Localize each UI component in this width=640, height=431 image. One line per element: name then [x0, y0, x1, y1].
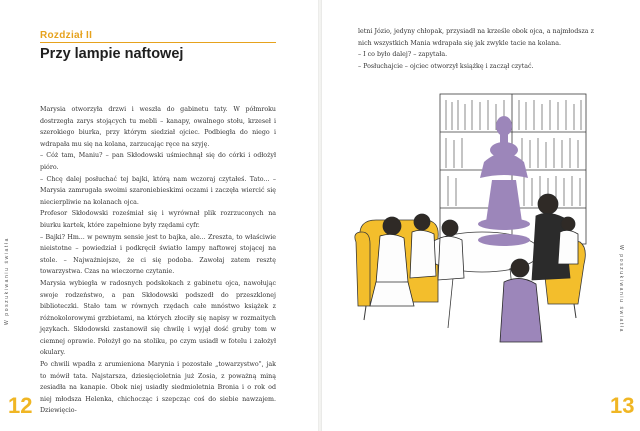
- paragraph: Po chwili wpadła z arumieniona Marynia i pozostałe „towarzystwo", jak to mówił tata. Najstarsza, dziesięcioletnia już Zosia, z poważną miną zesiadła na kanapie. Obok niej usiadły siedmioletnia Bronia i o rok od niej młodsza Helenka, chichocząc i szepcząc coś do siebie nawzajem. Dziewięcio-: [40, 361, 276, 415]
- family-reading-illustration: [352, 92, 588, 344]
- paragraph: – Chcę dalej posłuchać tej bajki, którą nam wczoraj czytałeś. Tato... – Marysia zamrugała swoimi szaroniebieskimi oczami i zaczęła wiercić się niecierpliwie na kolanach ojca.: [40, 175, 276, 206]
- running-title-right: W poszukiwaniu światła: [618, 245, 624, 333]
- left-page: [0, 0, 318, 431]
- page-number-right: 13: [610, 393, 635, 418]
- page-number-left: 12: [8, 393, 33, 418]
- chapter-label: Rozdział II: [40, 30, 93, 41]
- paragraph: letni Józio, jedyny chłopak, przysiadł na krześle obok ojca, a najmłodsza z nich wszystkich Mania wdrapała się jak zwykle tacie na kolana.: [358, 28, 594, 47]
- right-body-text: [358, 26, 594, 72]
- paragraph: Marysia wybiegła w radosnych podskokach z gabinetu ojca, nawołując swoje rodzeństwo, a pan Skłodowski podszedł do przeszklonej biblioteczki. Stało tam w równych rzędach całe mnóstwo książek z różnokolorowymi grzbietami, na których złociły się napisy w rozmaitych językach. Skłodowski zastanowił się chwilę i wyjął dość gruby tom w ciemnej oprawie. Położył go na stoliku, po czym usiadł w fotelu i założył okulary.: [40, 279, 276, 357]
- paragraph: Profesor Skłodowski roześmiał się i wyrównał plik rozrzuconych na biurku kartek, które zapełnione były rzędami cyfr.: [40, 210, 276, 229]
- child-figure-icon: [370, 214, 542, 342]
- paragraph: Marysia otworzyła drzwi i weszła do gabinetu taty. W półmroku dostrzegła zarys stojących tu mebli – kanapy, owalnego stołu, krzeseł i szerokiego biurka, przy którym siedział ojciec. Podbiegła do niego i wdrapała mu się na kolana, zarzucając ręce na szyję.: [40, 106, 276, 148]
- paragraph: – Cóż tam, Maniu? – pan Skłodowski uśmiechnął się do córki i odłożył pióro.: [40, 152, 276, 171]
- running-title-left: W poszukiwaniu światła: [4, 237, 10, 325]
- paragraph: – I co było dalej? – zapytała.: [358, 51, 448, 59]
- paragraph: – Bajki? Hm... w pewnym sensie jest to bajka, ale... Zreszta, to właściwie nieistotne – powiedział i podkręcił światło lampy naftowej stojącej na stole. – Najważniejsze, że ci się podoba. Zawołaj zatem resztę towarzystwa. Czas na wieczorne czytanie.: [40, 233, 276, 276]
- paragraph: – Posłuchajcie – ojciec otworzył książkę i zaczął czytać.: [358, 62, 534, 70]
- oil-lamp-icon: [478, 116, 530, 230]
- chapter-rule: [40, 42, 276, 43]
- chapter-title: Przy lampie naftowej: [40, 46, 184, 62]
- left-body-text: [40, 104, 276, 417]
